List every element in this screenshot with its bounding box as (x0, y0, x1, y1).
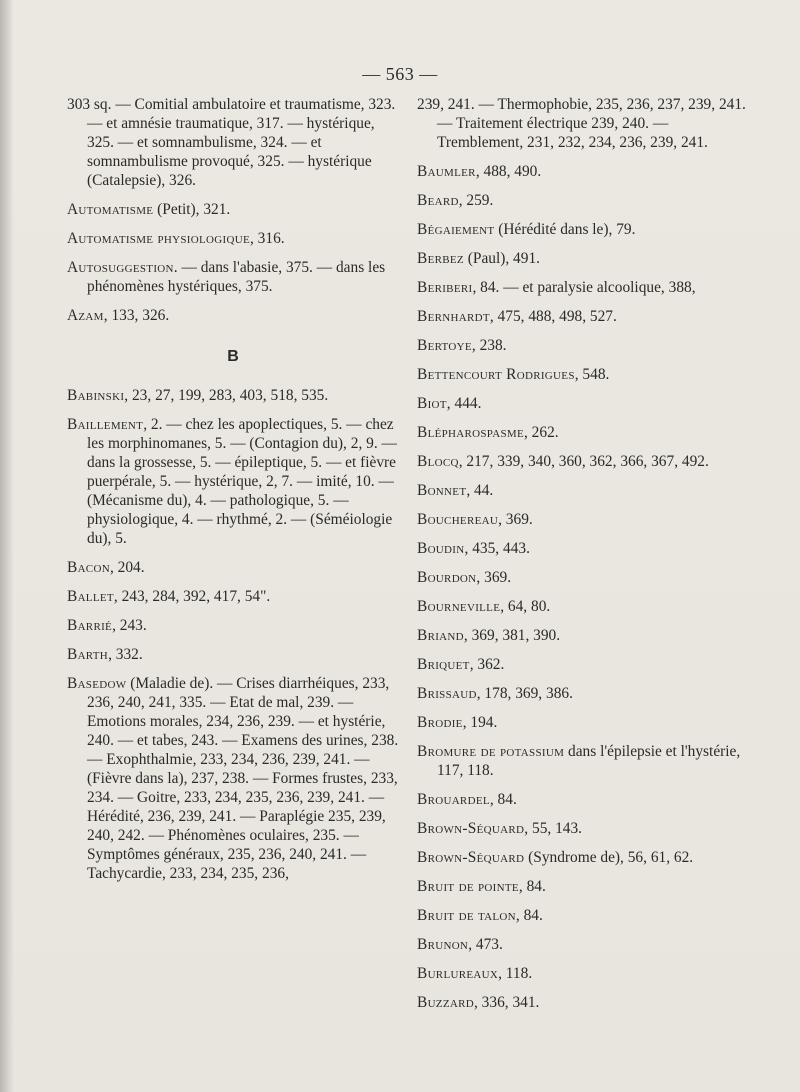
entry-name: Brouardel (417, 791, 490, 808)
entry-text: (Maladie de). — Crises diarrhéiques, 233, 236, 240, 241, 335. — Etat de mal, 239. — Emotions morales, 234, 236, 239. — et hystérie, 240. — et tabes, 243. — Examens des urines, 238. — Exophthalmie, 233, 234, 236, 239, 241. — (Fièvre dans la), 237, 238. — Formes frustes, 233, 234. — Goitre, 233, 234, 235, 236, 239, 241. — Hérédité, 236, 239, 241. — Paraplégie 235, 239, 240, 242. — Phénomènes oculaires, 235. — Symptômes généraux, 235, 236, 240, 241. — Tachycardie, 233, 234, 235, 236, (87, 675, 399, 882)
entry-text: , 332. (108, 646, 143, 663)
section-letter: B (227, 348, 239, 365)
left-entries-b (67, 386, 399, 883)
entry-name: Autosuggestion (67, 259, 174, 276)
entry-name: Ballet (67, 588, 114, 605)
index-entry (417, 655, 757, 674)
entry-name: Biot (417, 395, 447, 412)
index-entry (417, 848, 757, 867)
entry-name: Buzzard (417, 994, 474, 1011)
entry-text: , 548. (574, 366, 610, 383)
index-entry (417, 336, 757, 355)
left-entries-a (67, 95, 399, 325)
entry-text: , 473. (468, 936, 503, 953)
index-entry (67, 558, 399, 577)
entry-name: Beriberi (417, 279, 473, 296)
entry-text: (Syndrome de), 56, 61, 62. (524, 849, 694, 866)
index-entry (417, 394, 757, 413)
index-entry (417, 539, 757, 558)
index-entry (417, 626, 757, 645)
index-entry (417, 307, 757, 326)
entry-name: Briand (417, 627, 464, 644)
index-entry (67, 616, 399, 635)
index-entry (417, 452, 757, 471)
index-entry (417, 597, 757, 616)
index-entry (67, 645, 399, 664)
index-entry (67, 415, 399, 548)
entry-name: Bouchereau (417, 511, 499, 528)
entry-text: , 84. (518, 878, 546, 895)
index-entry (67, 306, 399, 325)
entry-text: (Paul), 491. (463, 250, 540, 267)
entry-text: , 44. (466, 482, 494, 499)
page-number: — 563 — (362, 64, 438, 84)
entry-text: 303 sq. — Comitial ambulatoire et traumatisme, 323. — et amnésie traumatique, 317. — hystérique, 325. — et somnambulisme, 324. — et somnambulisme provoqué, 325. — hystérique (Catalepsie), 326. (67, 96, 396, 189)
index-entry (417, 790, 757, 809)
index-entry (67, 258, 399, 296)
entry-text: dans l'épilepsie et l'hystérie, 117, 118. (437, 743, 741, 779)
right-entries (417, 95, 757, 1012)
index-entry (417, 906, 757, 925)
entry-name: Blépharospasme (417, 424, 524, 441)
index-entry (67, 674, 399, 883)
index-entry (417, 819, 757, 838)
entry-name: Azam (67, 307, 104, 324)
entry-name: Boudin (417, 540, 465, 557)
index-entry (417, 568, 757, 587)
entry-text: , 336, 341. (473, 994, 540, 1011)
entry-text: , 55, 143. (524, 820, 583, 837)
entry-text: , 316. (249, 230, 285, 247)
entry-text: . — dans l'abasie, 375. — dans les phénomènes hystériques, 375. (87, 259, 386, 295)
entry-name: Baumler (417, 163, 476, 180)
entry-text: , 84. — et paralysie alcoolique, 388, (472, 279, 696, 296)
index-entry (417, 191, 757, 210)
index-entry (67, 200, 399, 219)
index-entry (417, 481, 757, 500)
index-entry (417, 423, 757, 442)
entry-name: Bruit de pointe (417, 878, 519, 895)
entry-name: Bégaiement (417, 221, 495, 238)
entry-text: , 369, 381, 390. (463, 627, 561, 644)
entry-text: , 243, 284, 392, 417, 54". (113, 588, 271, 605)
index-entry (417, 365, 757, 384)
index-entry (417, 993, 757, 1012)
entry-text: , 84. (515, 907, 543, 924)
entry-name: Bruit de talon (417, 907, 516, 924)
index-entry (417, 964, 757, 983)
entry-name: Basedow (67, 675, 127, 692)
entry-text: , 475, 488, 498, 527. (489, 308, 617, 325)
entry-name: Babinski (67, 387, 125, 404)
left-column (67, 95, 399, 893)
index-entry (67, 95, 399, 190)
index-entry (417, 877, 757, 896)
entry-text: , 369. (476, 569, 512, 586)
entry-name: Brunon (417, 936, 469, 953)
index-entry (417, 510, 757, 529)
index-entry (67, 587, 399, 606)
index-entry (417, 684, 757, 703)
entry-text: , 444. (446, 395, 482, 412)
index-entry (417, 249, 757, 268)
entry-text: , 488, 490. (475, 163, 542, 180)
entry-name: Barrié (67, 617, 113, 634)
entry-text: , 238. (471, 337, 507, 354)
entry-text: , 262. (523, 424, 559, 441)
entry-name: Brodie (417, 714, 463, 731)
entry-name: Bourdon (417, 569, 477, 586)
index-entry (67, 386, 399, 405)
entry-text: , 259. (458, 192, 494, 209)
entry-text: , 194. (462, 714, 498, 731)
entry-name: Bettencourt Rodrigues (417, 366, 575, 383)
entry-text: , 2. — chez les apoplectiques, 5. — chez les morphinomanes, 5. — (Contagion du), 2, 9. — dans la grossesse, 5. — épileptique, 5. — et fièvre puerpérale, 5. — hystérique, 2, 7. — imité, 10. — (Mécanisme du), 4. — pathologique, 5. — physiologique, 4. — rhythmé, 2. — (Séméiologie du), 5. (87, 416, 397, 547)
entry-name: Bacon (67, 559, 110, 576)
entry-name: Beard (417, 192, 459, 209)
entry-name: Brissaud (417, 685, 477, 702)
index-entry (417, 95, 757, 152)
entry-text: , 23, 27, 199, 283, 403, 518, 535. (124, 387, 329, 404)
entry-text: , 243. (112, 617, 147, 634)
entry-name: Brown-Séquard (417, 820, 525, 837)
index-entry (417, 713, 757, 732)
entry-name: Berbez (417, 250, 464, 267)
entry-name: Automatisme physiologique (67, 230, 250, 247)
entry-name: Bernhardt (417, 308, 490, 325)
index-entry (417, 278, 757, 297)
entry-name: Automatisme (67, 201, 154, 218)
index-entry (417, 162, 757, 181)
entry-name: Bromure de potassium (417, 743, 565, 760)
entry-text: , 362. (469, 656, 505, 673)
entry-text: (Hérédité dans le), 79. (494, 221, 636, 238)
entry-name: Briquet (417, 656, 470, 673)
entry-name: Bourneville (417, 598, 501, 615)
entry-text: , 178, 369, 386. (476, 685, 573, 702)
entry-text: , 435, 443. (464, 540, 530, 557)
entry-name: Baillement (67, 416, 144, 433)
index-entry (67, 229, 399, 248)
entry-name: Blocq (417, 453, 459, 470)
page-edge-shadow (0, 0, 14, 1092)
entry-text: , 217, 339, 340, 360, 362, 366, 367, 492. (458, 453, 709, 470)
entry-text: (Petit), 321. (153, 201, 231, 218)
index-entry (417, 220, 757, 239)
entry-text: , 118. (498, 965, 533, 982)
entry-name: Brown-Séquard (417, 849, 525, 866)
index-entry (417, 935, 757, 954)
entry-text: , 369. (498, 511, 533, 528)
entry-name: Burlureaux (417, 965, 499, 982)
index-entry (417, 742, 757, 780)
entry-text: , 204. (109, 559, 145, 576)
entry-name: Barth (67, 646, 109, 663)
entry-name: Bonnet (417, 482, 467, 499)
entry-text: , 64, 80. (500, 598, 551, 615)
entry-text: 239, 241. — Thermophobie, 235, 236, 237, 239, 241. — Traitement électrique 239, 240. — Tremblement, 231, 232, 234, 236, 239, 241. (417, 96, 746, 151)
right-column (417, 95, 757, 1022)
entry-text: , 133, 326. (103, 307, 170, 324)
entry-name: Bertoye (417, 337, 472, 354)
entry-text: , 84. (489, 791, 517, 808)
